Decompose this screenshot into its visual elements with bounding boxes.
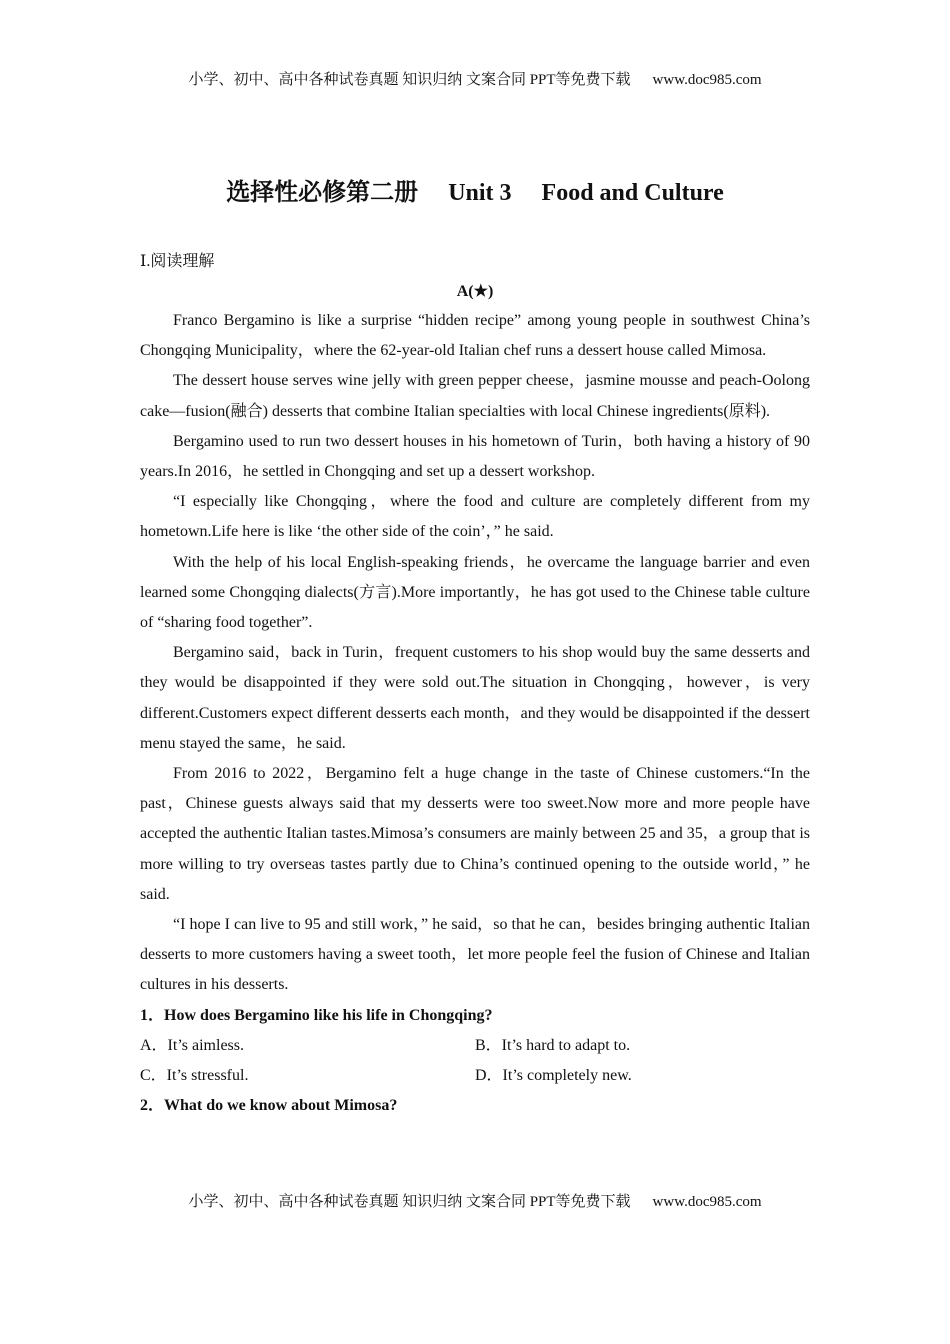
paragraph: With the help of his local English-speaking friends，he overcame the language barrier and even learned some Chongqing dialects(方言).More importantly，he has got used to the Chinese table culture of “sharing food together”. — [140, 553, 811, 632]
header-site-link[interactable]: www.doc985.com — [652, 72, 762, 88]
footer-site-link[interactable]: www.doc985.com — [652, 1194, 762, 1210]
passage-label: A(★) — [456, 283, 494, 300]
paragraph: The dessert house serves wine jelly with green pepper cheese，jasmine mousse and peach-Oolong cake—fusion(融合) desserts that combine Italian specialties with local Chinese ingredients(原料). — [140, 372, 810, 420]
paragraph: Bergamino used to run two dessert houses in his hometown of Turin，both having a history of 90 years.In 2016，he settled in Chongqing and set up a dessert workshop. — [140, 432, 810, 481]
paragraph: “I especially like Chongqing，where the food and culture are completely different from my hometown.Life here is like ‘the other side of the coin’，” he said. — [140, 493, 810, 541]
paragraph: Franco Bergamino is like a surprise “hidden recipe” among young people in southwest China’s Chongqing Municipality，where the 62-year-old Italian chef runs a dessert house called Mimosa. — [140, 312, 810, 360]
footer-text: 小学、初中、高中各种试卷真题 知识归纳 文案合同 PPT等免费下载 — [188, 1194, 631, 1210]
title-unit: Unit 3 — [448, 180, 512, 206]
option-c[interactable]: C．It’s stressful. — [140, 1067, 249, 1085]
page-footer — [0, 1190, 950, 1211]
header-text: 小学、初中、高中各种试卷真题 知识归纳 文案合同 PPT等免费下载 — [188, 72, 631, 88]
question-1: 1．How does Bergamino like his life in Chongqing? — [140, 1006, 493, 1024]
page-header — [0, 68, 950, 89]
option-b[interactable]: B．It’s hard to adapt to. — [475, 1036, 631, 1054]
passage-body — [140, 306, 810, 1121]
question-2: 2．What do we know about Mimosa? — [140, 1097, 398, 1115]
option-d[interactable]: D．It’s completely new. — [475, 1067, 632, 1085]
section-heading: Ⅰ.阅读理解 — [140, 253, 215, 270]
option-a[interactable]: A．It’s aimless. — [140, 1036, 244, 1054]
page-title — [0, 172, 950, 207]
title-cn: 选择性必修第二册 — [226, 180, 419, 206]
title-topic: Food and Culture — [541, 180, 724, 206]
paragraph: “I hope I can live to 95 and still work，” he said，so that he can，besides bringing authentic Italian desserts to more customers having a sweet tooth，let more people feel the fusion of Chinese and Italian cultures in his desserts. — [140, 916, 811, 994]
question-1-options — [140, 1031, 810, 1091]
paragraph: Bergamino said，back in Turin，frequent customers to his shop would buy the same desserts and they would be disappointed if they were sold out.The situation in Chongqing，however，is very different.Customers expect different desserts each month，and they would be disappointed if the dessert menu stayed the same，he said. — [140, 644, 810, 752]
paragraph: From 2016 to 2022，Bergamino felt a huge change in the taste of Chinese customers.“In the past，Chinese guests always said that my desserts were too sweet.Now more and more people have accepted the authentic Italian tastes.Mimosa’s consumers are mainly between 25 and 35，a group that is more willing to try overseas tastes partly due to China’s continued opening to the outside world，” he said. — [140, 765, 811, 903]
